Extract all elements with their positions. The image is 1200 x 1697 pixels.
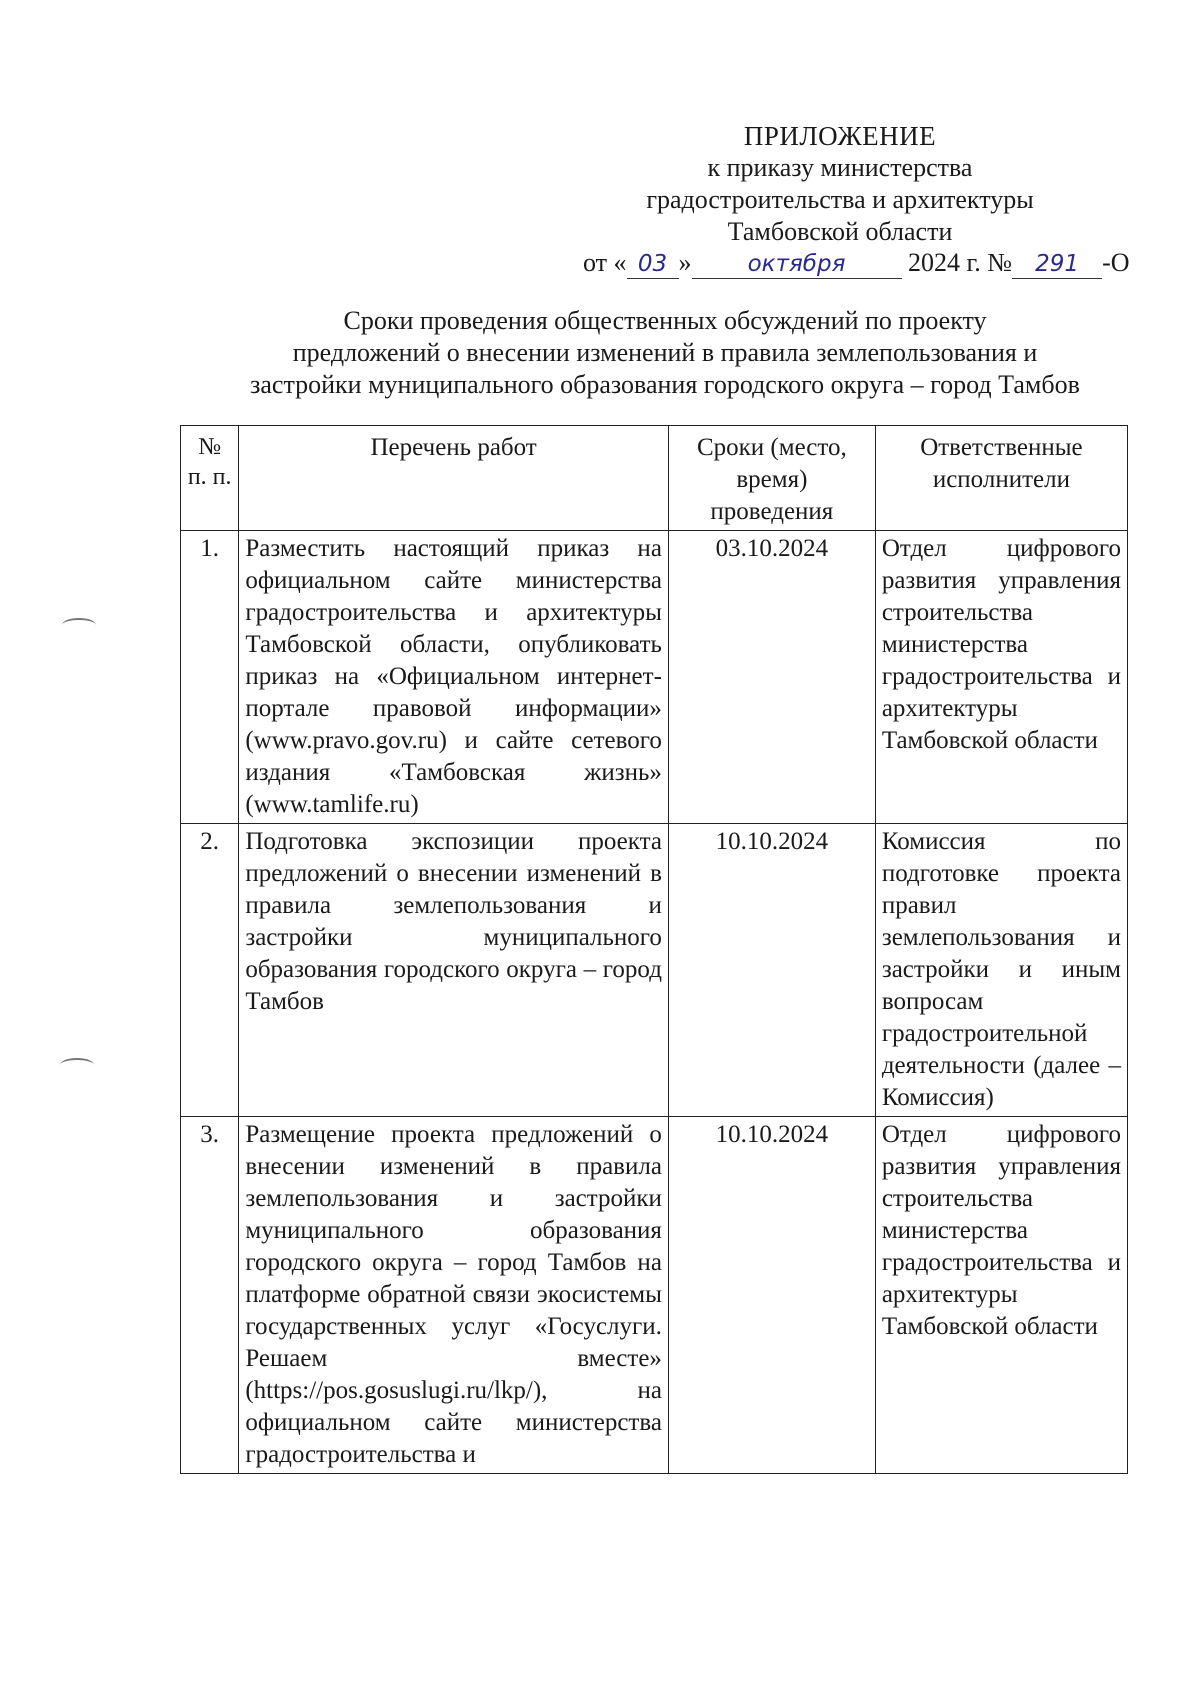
order-month-handwritten: октября [692, 250, 902, 279]
appendix-header [560, 120, 1120, 248]
row-num: 1. [181, 531, 239, 824]
header-resp: Ответственные исполнители [875, 426, 1127, 531]
document-caption [190, 305, 1140, 401]
scan-mark [60, 1058, 94, 1072]
order-date-number [583, 248, 1130, 279]
order-number-handwritten: 291 [1012, 250, 1102, 279]
caption-line-1: Сроки проведения общественных обсуждений по проекту [343, 306, 987, 335]
row-work: Подготовка экспозиции проекта предложений о внесении изменений в правила землепользования и застройки муниципального образования городского округа – город Тамбов [239, 824, 669, 1117]
row-resp: Комиссия по подготовке проекта правил землепользования и застройки и иным вопросам градостроительной деятельности (далее – Комиссия) [875, 824, 1127, 1117]
header-date: Сроки (место, время) проведения [668, 426, 875, 531]
row-work: Разместить настоящий приказ на официальном сайте министерства градостроительства и архитектуры Тамбовской области, опубликовать приказ на «Официальном интернет-портале правовой информации» (www.pravo.gov.ru) и сайте сетевого издания «Тамбовская жизнь» (www.tamlife.ru) [239, 531, 669, 824]
works-table [180, 425, 1128, 1474]
caption-line-2: предложений о внесении изменений в правила землепользования и [292, 338, 1038, 367]
appendix-line-2: градостроительства и архитектуры [646, 185, 1034, 214]
row-num: 3. [181, 1117, 239, 1474]
table-row [181, 1117, 1128, 1474]
appendix-line-3: Тамбовской области [727, 217, 953, 246]
appendix-line-1: к приказу министерства [707, 153, 973, 182]
order-year: 2024 г. № [908, 248, 1013, 277]
table-row [181, 824, 1128, 1117]
order-suffix: -О [1102, 248, 1130, 277]
header-work: Перечень работ [239, 426, 669, 531]
header-num: № п. п. [181, 426, 239, 531]
caption-line-3: застройки муниципального образования городского округа – город Тамбов [250, 370, 1080, 399]
table-header-row [181, 426, 1128, 531]
row-num: 2. [181, 824, 239, 1117]
row-date: 03.10.2024 [668, 531, 875, 824]
row-resp: Отдел цифрового развития управления строительства министерства градостроительства и архитектуры Тамбовской области [875, 531, 1127, 824]
order-prefix: от « [583, 248, 627, 277]
appendix-title: ПРИЛОЖЕНИЕ [743, 121, 937, 151]
row-date: 10.10.2024 [668, 1117, 875, 1474]
scan-mark [62, 618, 96, 632]
order-day-handwritten: 03 [627, 250, 679, 279]
table-row [181, 531, 1128, 824]
row-work: Размещение проекта предложений о внесении изменений в правила землепользования и застройки муниципального образования городского округа – город Тамбов на платформе обратной связи экосистемы государственных услуг «Госуслуги. Решаем вместе» (https://pos.gosuslugi.ru/lkp/), на официальном сайте министерства градостроительства и [239, 1117, 669, 1474]
row-date: 10.10.2024 [668, 824, 875, 1117]
order-mid: » [678, 248, 692, 277]
row-resp: Отдел цифрового развития управления строительства министерства градостроительства и архитектуры Тамбовской области [875, 1117, 1127, 1474]
